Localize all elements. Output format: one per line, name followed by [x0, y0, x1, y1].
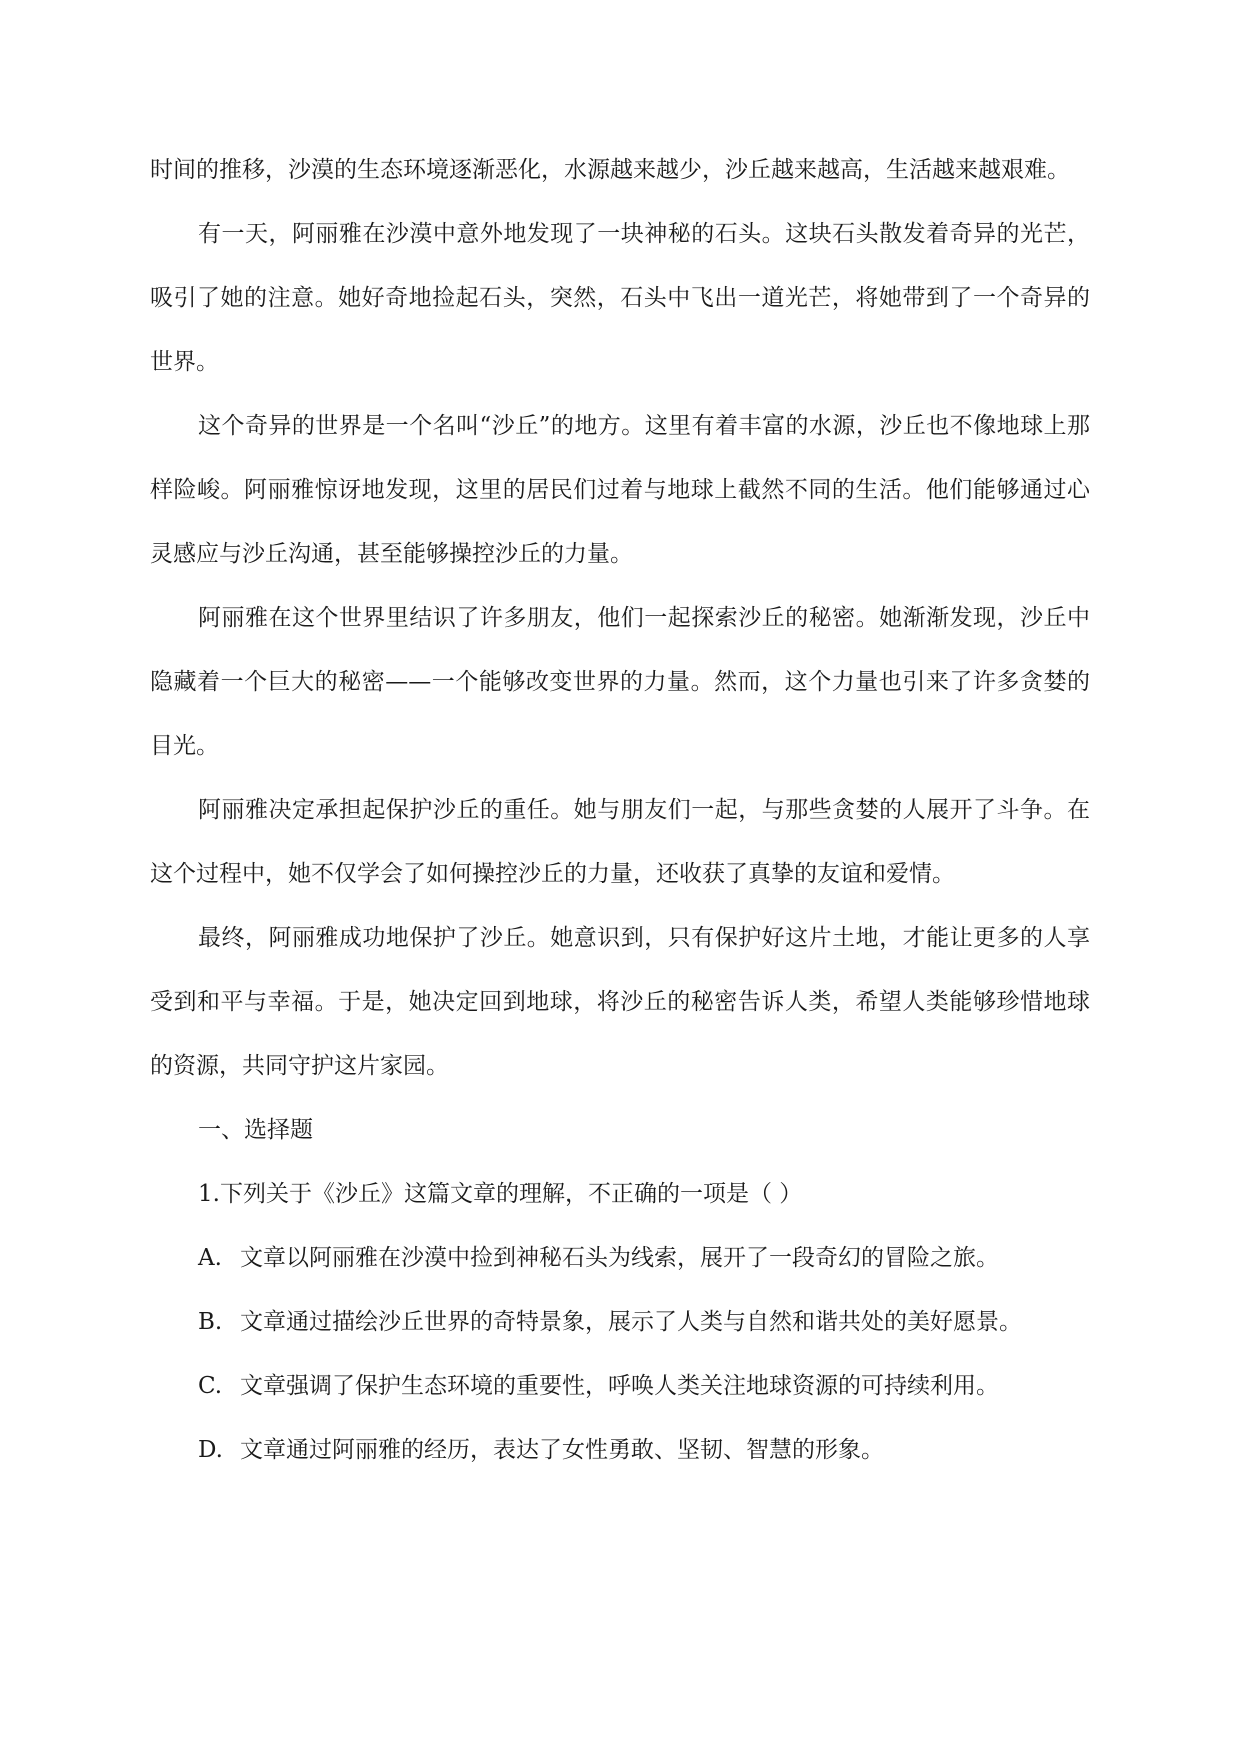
- option-c: [150, 1354, 1090, 1418]
- option-b: [150, 1290, 1090, 1354]
- story-paragraph: 时间的推移，沙漠的生态环境逐渐恶化，水源越来越少，沙丘越来越高，生活越来越艰难。: [150, 157, 1070, 183]
- option-text: 文章强调了保护生态环境的重要性，呼唤人类关注地球资源的可持续利用。: [240, 1373, 999, 1399]
- question-stem: 1.下列关于《沙丘》这篇文章的理解，不正确的一项是（ ）: [198, 1181, 803, 1207]
- option-a: [150, 1226, 1090, 1290]
- option-letter: C.: [198, 1373, 223, 1399]
- story-paragraph: 阿丽雅决定承担起保护沙丘的重任。她与朋友们一起，与那些贪婪的人展开了斗争。在这个过程中，她不仅学会了如何操控沙丘的力量，还收获了真挚的友谊和爱情。: [150, 797, 1090, 887]
- story-paragraph: 有一天，阿丽雅在沙漠中意外地发现了一块神秘的石头。这块石头散发着奇异的光芒，吸引了她的注意。她好奇地捡起石头，突然，石头中飞出一道光芒，将她带到了一个奇异的世界。: [150, 221, 1090, 375]
- option-text: 文章以阿丽雅在沙漠中捡到神秘石头为线索，展开了一段奇幻的冒险之旅。: [240, 1245, 999, 1271]
- story-paragraph: 这个奇异的世界是一个名叫“沙丘”的地方。这里有着丰富的水源，沙丘也不像地球上那样险峻。阿丽雅惊讶地发现，这里的居民们过着与地球上截然不同的生活。他们能够通过心灵感应与沙丘沟通，甚至能够操控沙丘的力量。: [150, 413, 1090, 567]
- option-letter: A.: [198, 1245, 222, 1271]
- option-letter: B.: [198, 1309, 223, 1335]
- story-paragraph: 阿丽雅在这个世界里结识了许多朋友，他们一起探索沙丘的秘密。她渐渐发现，沙丘中隐藏着一个巨大的秘密——一个能够改变世界的力量。然而，这个力量也引来了许多贪婪的目光。: [150, 605, 1090, 759]
- document-body: [150, 138, 1090, 1482]
- option-d: [150, 1418, 1090, 1482]
- option-text: 文章通过描绘沙丘世界的奇特景象，展示了人类与自然和谐共处的美好愿景。: [240, 1309, 1022, 1335]
- option-letter: D.: [198, 1437, 223, 1463]
- option-text: 文章通过阿丽雅的经历，表达了女性勇敢、坚韧、智慧的形象。: [240, 1437, 884, 1463]
- section-title: 一、选择题: [198, 1117, 313, 1143]
- story-paragraph: 最终，阿丽雅成功地保护了沙丘。她意识到，只有保护好这片土地，才能让更多的人享受到和平与幸福。于是，她决定回到地球，将沙丘的秘密告诉人类，希望人类能够珍惜地球的资源，共同守护这片家园。: [150, 925, 1090, 1079]
